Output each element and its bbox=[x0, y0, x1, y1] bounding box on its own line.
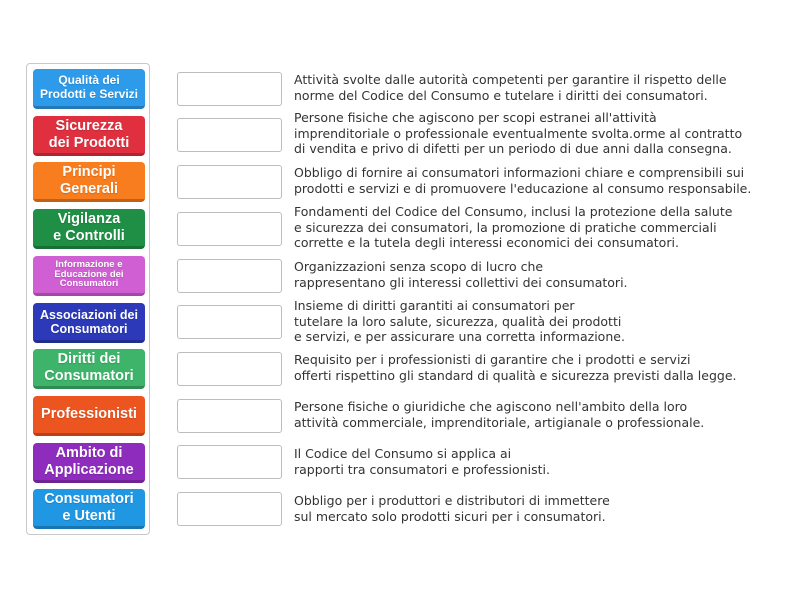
tile-qualita-prodotti-servizi[interactable] bbox=[33, 69, 145, 109]
drop-slot-10[interactable] bbox=[177, 492, 282, 526]
description-6: Insieme di diritti garantiti ai consumatori per tutelare la loro salute, sicurezza, qualità dei prodotti e servizi, e per assicurare una corretta informazione. bbox=[294, 298, 625, 344]
description-9: Il Codice del Consumo si applica ai rapporti tra consumatori e professionisti. bbox=[294, 446, 550, 477]
tile-label: Professionisti bbox=[41, 406, 137, 423]
drop-slot-7[interactable] bbox=[177, 352, 282, 386]
tile-label: Vigilanza e Controlli bbox=[53, 211, 125, 244]
tile-label: Diritti dei Consumatori bbox=[44, 351, 134, 384]
tile-diritti-consumatori[interactable] bbox=[33, 349, 145, 389]
tile-principi-generali[interactable] bbox=[33, 162, 145, 202]
description-7: Requisito per i professionisti di garantire che i prodotti e servizi offerti rispettino gli standard di qualità e sicurezza previsti dalla legge. bbox=[294, 352, 737, 383]
tile-label: Sicurezza dei Prodotti bbox=[48, 118, 130, 151]
tile-label: Qualità dei Prodotti e Servizi bbox=[39, 73, 139, 101]
tile-label: Consumatori e Utenti bbox=[44, 491, 134, 524]
tile-label: Ambito di Applicazione bbox=[44, 445, 134, 478]
tile-label: Associazioni dei Consumatori bbox=[40, 307, 138, 336]
description-1: Attività svolte dalle autorità competenti per garantire il rispetto delle norme del Codice del Consumo e tutelare i diritti dei consumatori. bbox=[294, 72, 727, 103]
tile-consumatori-utenti[interactable] bbox=[33, 489, 145, 529]
drop-slot-3[interactable] bbox=[177, 165, 282, 199]
drop-slot-2[interactable] bbox=[177, 118, 282, 152]
description-5: Organizzazioni senza scopo di lucro che rappresentano gli interessi collettivi dei consumatori. bbox=[294, 259, 628, 290]
tile-sicurezza-prodotti[interactable] bbox=[33, 116, 145, 156]
drop-slot-5[interactable] bbox=[177, 259, 282, 293]
drop-slot-6[interactable] bbox=[177, 305, 282, 339]
description-4: Fondamenti del Codice del Consumo, inclusi la protezione della salute e sicurezza dei consumatori, la promozione di pratiche commerciali corrette e la tutela degli interessi economici dei consumatori. bbox=[294, 204, 733, 250]
description-10: Obbligo per i produttori e distributori di immettere sul mercato solo prodotti sicuri per i consumatori. bbox=[294, 493, 610, 524]
tile-ambito-applicazione[interactable] bbox=[33, 443, 145, 483]
tile-vigilanza-controlli[interactable] bbox=[33, 209, 145, 249]
description-3: Obbligo di fornire ai consumatori informazioni chiare e comprensibili sui prodotti e servizi e di promuovere l'educazione al consumo responsabile. bbox=[294, 165, 752, 196]
description-2: Persone fisiche che agiscono per scopi estranei all'attività imprenditoriale o professionale eventualmente svolta.orme al contratto di vendita e privo di difetti per un periodo di due anni dalla consegna. bbox=[294, 110, 743, 156]
tile-label: Principi Generali bbox=[59, 164, 119, 197]
drop-slot-8[interactable] bbox=[177, 399, 282, 433]
drop-slot-4[interactable] bbox=[177, 212, 282, 246]
drop-slot-1[interactable] bbox=[177, 72, 282, 106]
description-8: Persone fisiche o giuridiche che agiscono nell'ambito della loro attività commerciale, imprenditoriale, artigianale o professionale. bbox=[294, 399, 705, 430]
tile-professionisti[interactable] bbox=[33, 396, 145, 436]
tile-label: Informazione e Educazione dei Consumatori bbox=[54, 258, 124, 290]
tile-informazione-educazione[interactable] bbox=[33, 256, 145, 296]
tile-associazioni-consumatori[interactable] bbox=[33, 303, 145, 343]
drop-slot-9[interactable] bbox=[177, 445, 282, 479]
